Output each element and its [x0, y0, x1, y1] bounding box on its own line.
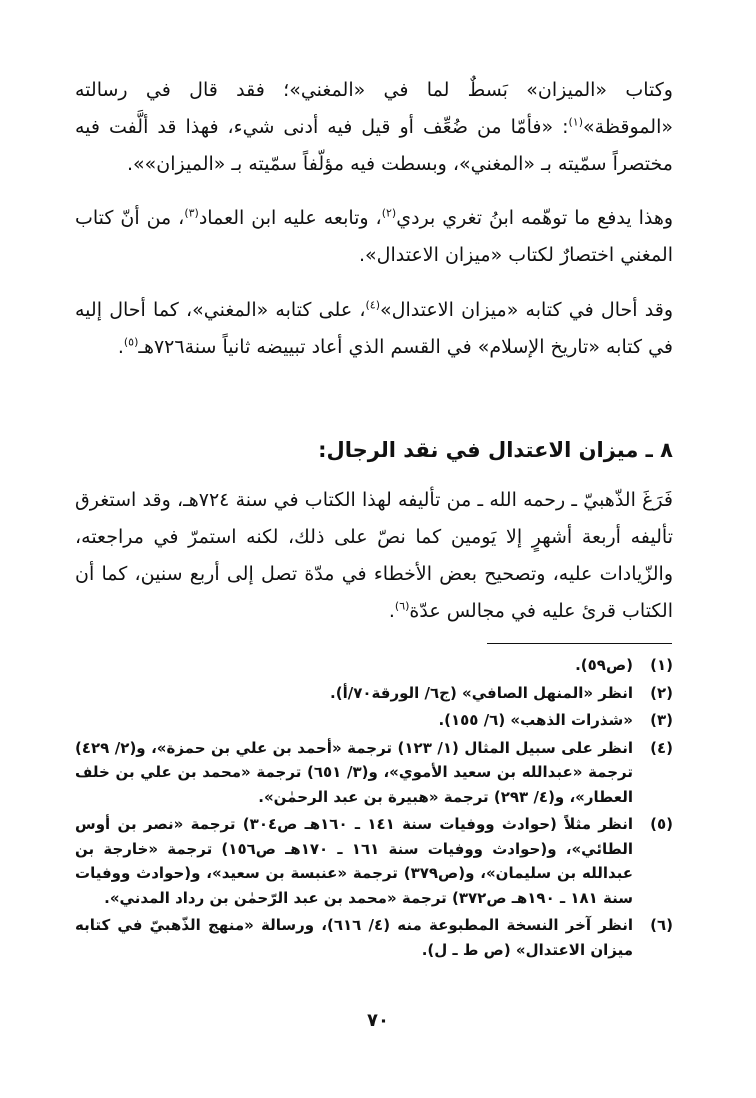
paragraph-text: فَرَغَ الذّهبيّ ـ رحمه الله ـ من تأليفه لهذا الكتاب في سنة ٧٢٤هـ، وقد استغرق تأليفه أربعة أشهرٍ إلا يَومين كما نصّ على ذلك، لكنه استمرّ في مراجعته، والزّيادات عليه، وتصحيح بعض الأخطاء في مدّة تصل إلى أربع سنين، كما أن الكتاب قرئ عليه في مجالس عدّة — [75, 489, 673, 622]
paragraph-text: وقد أحال في كتابه «ميزان الاعتدال» — [380, 299, 673, 321]
paragraph-text: : «فأمّا من ضُعِّف أو قيل فيه أدنى شيء، فهذا قد ألَّفت فيه مختصراً سمّيته بـ «المغني»، وبسطت فيه مؤلّفاً سمّيته بـ «الميزان»». — [75, 116, 673, 175]
footnote-text: انظر آخر النسخة المطبوعة منه (٤/ ٦١٦)، ورسالة «منهج الذّهبيّ في كتابه ميزان الاعتدال» (ص ط ـ ل). — [75, 916, 633, 959]
footnote — [75, 708, 673, 733]
paragraph-text: وهذا يدفع ما توهّمه ابنُ تغري بردي — [396, 207, 674, 229]
paragraph-text: . — [388, 600, 395, 622]
footnote-number: (١) — [650, 656, 673, 674]
footnote-number: (٤) — [650, 738, 673, 757]
section-heading: ٨ ـ ميزان الاعتدال في نقد الرجال: — [318, 438, 673, 462]
footnote-number: (٦) — [650, 916, 673, 934]
footnote-text: انظر مثلاً (حوادث ووفيات سنة ١٤١ ـ ١٦٠هـ ص٣٠٤) ترجمة «نصر بن أوس الطائي»، و(حوادث ووفيات سنة ١٦١ ـ ١٧٠هـ ص١٥٦) ترجمة «خارجة بن عبدالله بن سليمان»، و(ص٣٧٩) ترجمة «عنبسة بن سعيد»، و(حوادث ووفيات سنة ١٨١ ـ ١٩٠هـ ص٣٧٢) ترجمة «محمد بن عبد الرّحمٰن بن رداد المدني». — [75, 815, 633, 907]
paragraph-text: ، على كتابه «المغني»، كما أحال إليه في كتابه «تاريخ الإسلام» في القسم الذي أعاد تبييضه ثانياً سنة٧٢٦هـ — [75, 299, 673, 358]
footnote-number: (٣) — [650, 711, 673, 729]
paragraph-composition — [75, 482, 673, 630]
paragraph-text: وكتاب «الميزان» بَسطٌ لما في «المغني»؛ فقد قال في رسالته «الموقظة» — [75, 79, 673, 138]
footnote-ref: (٢) — [381, 206, 397, 220]
paragraph-referrals — [75, 292, 673, 366]
footnote-ref: (٥) — [123, 335, 139, 349]
footnote-number: (٢) — [650, 683, 673, 702]
footnote-number: (٥) — [650, 815, 673, 833]
paragraph-text: ، وتابعه عليه ابن العماد — [198, 207, 382, 229]
paragraph-al-mughni-al-mizan — [75, 72, 673, 183]
footnote-ref: (٤) — [365, 298, 381, 312]
page-number: ٧٠ — [367, 1010, 389, 1031]
footnote-ref: (١) — [568, 115, 584, 129]
footnote — [75, 913, 673, 962]
footnote-divider — [487, 643, 672, 644]
footnote-ref: (٣) — [184, 206, 199, 220]
footnote-text: انظر على سبيل المثال (١/ ١٢٣) ترجمة «أحمد بن علي بن حمزة»، و(٢/ ٤٢٩) ترجمة «عبدالله بن سعيد الأموي»، و(٣/ ٦٥١) ترجمة «محمد بن علي بن خلف العطار»، و(٤/ ٢٩٣) ترجمة «هبيرة بن عبد الرحمٰن». — [75, 738, 634, 806]
footnote-text: انظر «المنهل الصافي» (ج٦/ الورقة٧٠/أ). — [330, 683, 633, 702]
footnote-text: «شذرات الذهب» (٦/ ١٥٥). — [438, 711, 633, 729]
paragraph-text: . — [117, 336, 124, 358]
paragraph-ibn-taghri-birdi — [75, 200, 673, 274]
footnotes — [75, 653, 673, 965]
footnote-ref: (٦) — [394, 599, 410, 613]
footnote — [75, 812, 673, 910]
footnote — [75, 653, 673, 678]
footnote — [75, 736, 673, 810]
paragraph-text: ، من أنّ كتاب المغني اختصارٌ لكتاب «ميزان الاعتدال». — [75, 207, 673, 266]
footnote — [75, 681, 673, 706]
footnote-text: (ص٥٩). — [575, 656, 633, 674]
